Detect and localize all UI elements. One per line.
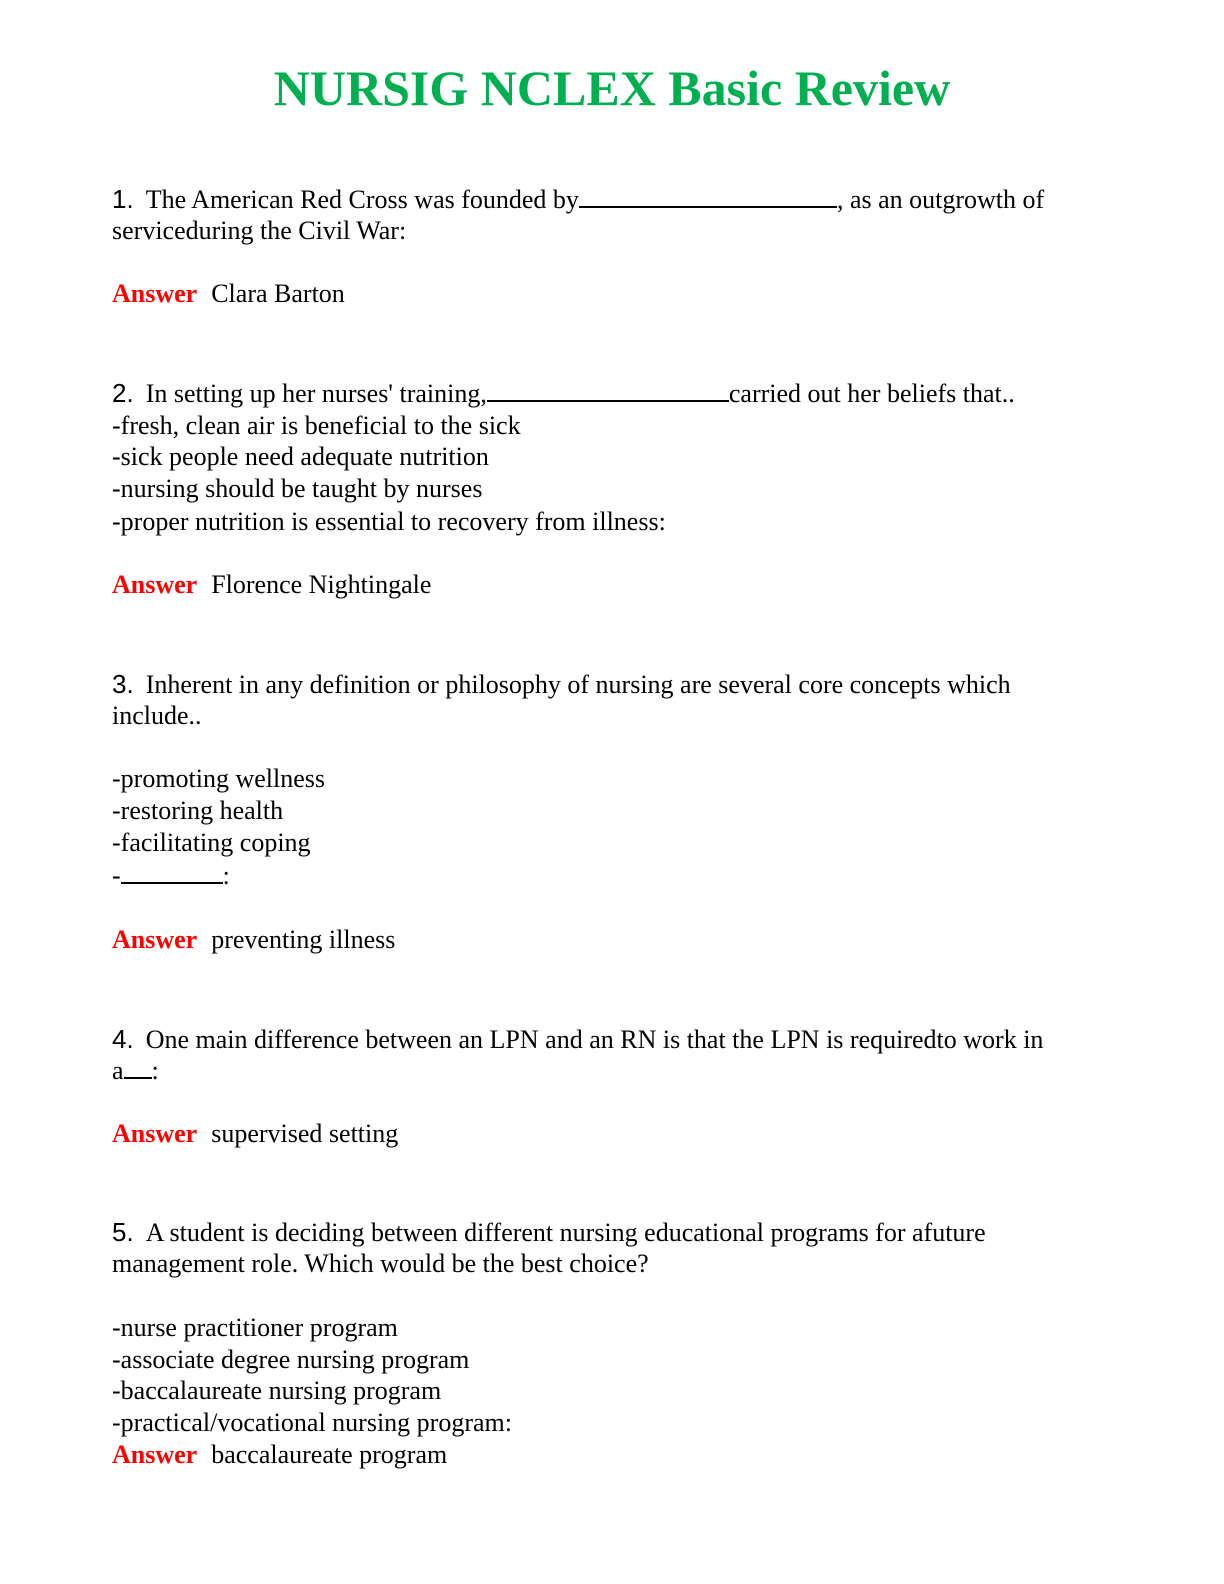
question-3-line-1 — [112, 668, 1011, 701]
question-5-number: 5. — [112, 1217, 134, 1247]
answer-text: Clara Barton — [211, 279, 345, 308]
answer-text: baccalaureate program — [211, 1440, 448, 1469]
question-2-option-4: -proper nutrition is essential to recovery from illness: — [112, 507, 666, 536]
question-1-answer — [112, 278, 345, 310]
question-1-blank — [579, 184, 837, 208]
blank-suffix: : — [222, 861, 230, 890]
answer-text: Florence Nightingale — [211, 570, 432, 599]
question-3-option-1: -promoting wellness — [112, 764, 326, 793]
question-2-option-1: -fresh, clean air is beneficial to the sick — [112, 411, 521, 440]
question-3-number: 3. — [112, 669, 134, 699]
question-3-blank-line — [112, 860, 230, 892]
answer-text: supervised setting — [211, 1119, 399, 1148]
question-5-answer — [112, 1439, 447, 1471]
answer-label: Answer — [112, 1440, 198, 1469]
question-2-option-3: -nursing should be taught by nurses — [112, 474, 483, 503]
question-3-text: Inherent in any definition or philosophy of nursing are several core concepts which — [145, 670, 1011, 699]
question-3-blank — [121, 860, 223, 884]
question-4-number: 4. — [112, 1024, 134, 1054]
answer-text: preventing illness — [211, 925, 396, 954]
question-4-answer — [112, 1118, 398, 1150]
question-5-line-2: management role. Which would be the best choice? — [112, 1249, 649, 1278]
question-1-text-before: The American Red Cross was founded by — [145, 185, 579, 214]
question-4-text-before: a — [112, 1056, 124, 1085]
question-2-line-1 — [112, 377, 1015, 410]
question-5-text: A student is deciding between different nursing educational programs for afuture — [145, 1218, 986, 1247]
question-2-answer — [112, 569, 431, 601]
question-2-blank — [487, 378, 729, 402]
question-5-option-2: -associate degree nursing program — [112, 1345, 470, 1374]
answer-label: Answer — [112, 1119, 198, 1148]
question-4-line-2 — [112, 1055, 159, 1087]
question-2-text-after: carried out her beliefs that.. — [728, 379, 1015, 408]
answer-label: Answer — [112, 925, 198, 954]
question-1-text-after: , as an outgrowth of — [836, 185, 1045, 214]
question-3-option-2: -restoring health — [112, 796, 284, 825]
question-2-text-before: In setting up her nurses' training, — [145, 379, 487, 408]
question-5-option-1: -nurse practitioner program — [112, 1313, 398, 1342]
question-5-line-1 — [112, 1216, 986, 1249]
document-title: NURSIG NCLEX Basic Review — [273, 60, 951, 116]
question-1-line-2: serviceduring the Civil War: — [112, 216, 407, 245]
question-2-option-2: -sick people need adequate nutrition — [112, 442, 489, 471]
question-4-text: One main difference between an LPN and an RN is that the LPN is requiredto work in — [145, 1025, 1044, 1054]
question-1-number: 1. — [112, 184, 134, 214]
question-1-line-1 — [112, 183, 1044, 216]
answer-label: Answer — [112, 279, 198, 308]
question-3-line-2: include.. — [112, 701, 202, 730]
question-3-option-3: -facilitating coping — [112, 828, 311, 857]
question-2-number: 2. — [112, 378, 134, 408]
question-4-line-1 — [112, 1023, 1043, 1056]
question-5-option-4: -practical/vocational nursing program: — [112, 1408, 512, 1437]
question-4-blank — [124, 1055, 152, 1079]
answer-label: Answer — [112, 570, 198, 599]
question-4-text-after: : — [151, 1056, 159, 1085]
blank-prefix: - — [112, 861, 121, 890]
question-3-answer — [112, 924, 395, 956]
question-5-option-3: -baccalaureate nursing program — [112, 1376, 442, 1405]
